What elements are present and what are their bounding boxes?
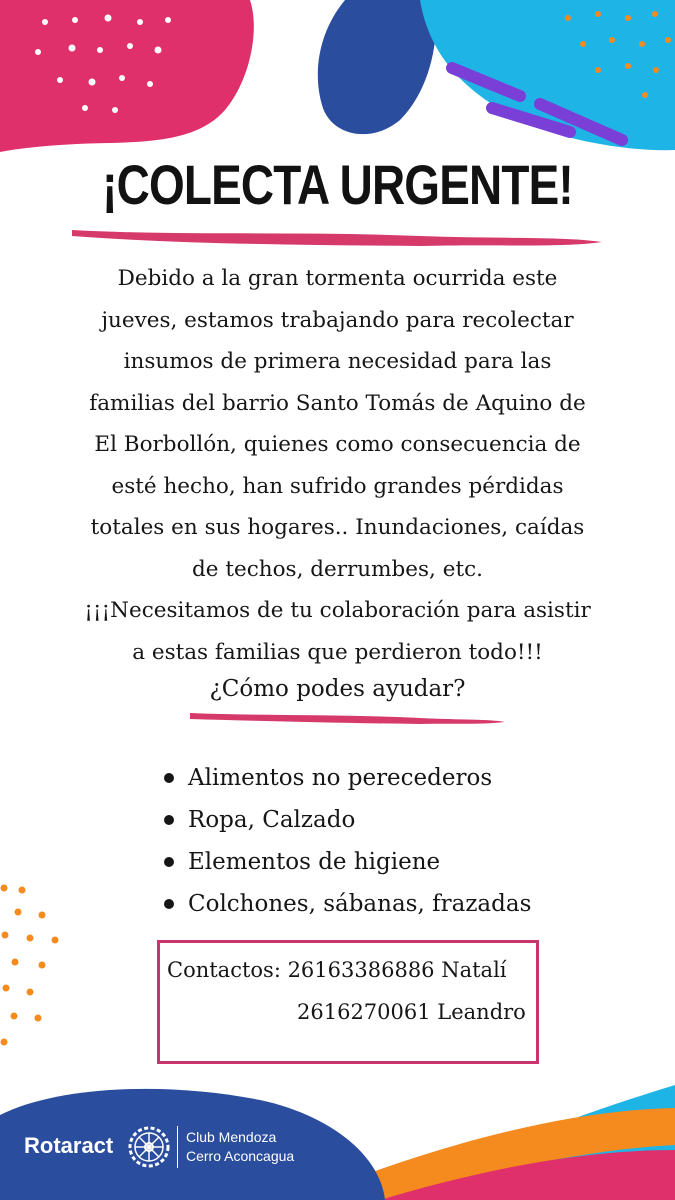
- contact-line-natali: Contactos: 26163386886 Natalí: [167, 958, 507, 982]
- list-item: [160, 883, 531, 925]
- donation-list: [160, 757, 531, 925]
- subtitle-underline: [190, 713, 505, 724]
- bullet-icon: [164, 899, 174, 909]
- body-line: ¡¡¡Necesitamos de tu colaboración para asistir: [84, 598, 591, 623]
- body-line: El Borbollón, quienes como consecuencia de: [94, 432, 581, 457]
- body-line: Debido a la gran tormenta ocurrida este: [117, 266, 558, 291]
- club-name-line1: Club Mendoza: [186, 1129, 277, 1145]
- body-line: jueves, estamos trabajando para recolectar: [101, 307, 574, 333]
- list-item-label: Elementos de higiene: [188, 849, 441, 875]
- contact-line-leandro: 2616270061 Leandro: [297, 1000, 526, 1024]
- page-title: ¡COLECTA URGENTE!: [102, 153, 573, 216]
- bullet-icon: [164, 815, 174, 825]
- body-paragraph: [30, 258, 645, 673]
- logo-divider: [177, 1126, 178, 1168]
- list-item: [160, 799, 531, 841]
- list-item: [160, 841, 531, 883]
- pink-blob-top: [0, 0, 254, 152]
- list-item: [160, 757, 531, 799]
- rotaract-logo-text: Rotaract: [24, 1133, 114, 1158]
- body-line: insumos de primera necesidad para las: [123, 349, 552, 374]
- bullet-icon: [164, 857, 174, 867]
- body-line: a estas familias que perdieron todo!!!: [132, 639, 543, 665]
- list-item-label: Alimentos no perecederos: [188, 765, 493, 791]
- body-line: de techos, derrumbes, etc.: [192, 556, 483, 582]
- bullet-icon: [164, 773, 174, 783]
- body-line: familias del barrio Santo Tomás de Aquino de: [89, 390, 586, 416]
- body-line: totales en sus hogares.. Inundaciones, caídas: [90, 515, 585, 540]
- title-underline: [72, 230, 602, 246]
- body-line: esté hecho, han sufrido grandes pérdidas: [111, 473, 564, 499]
- list-item-label: Ropa, Calzado: [188, 807, 356, 833]
- orange-dots-left: [1, 885, 59, 1046]
- rotary-wheel-icon: [126, 1124, 172, 1170]
- blue-blob-top: [318, 0, 436, 134]
- help-subtitle: ¿Cómo podes ayudar?: [209, 676, 466, 702]
- club-name-line2: Cerro Aconcagua: [186, 1148, 295, 1164]
- list-item-label: Colchones, sábanas, frazadas: [188, 891, 532, 917]
